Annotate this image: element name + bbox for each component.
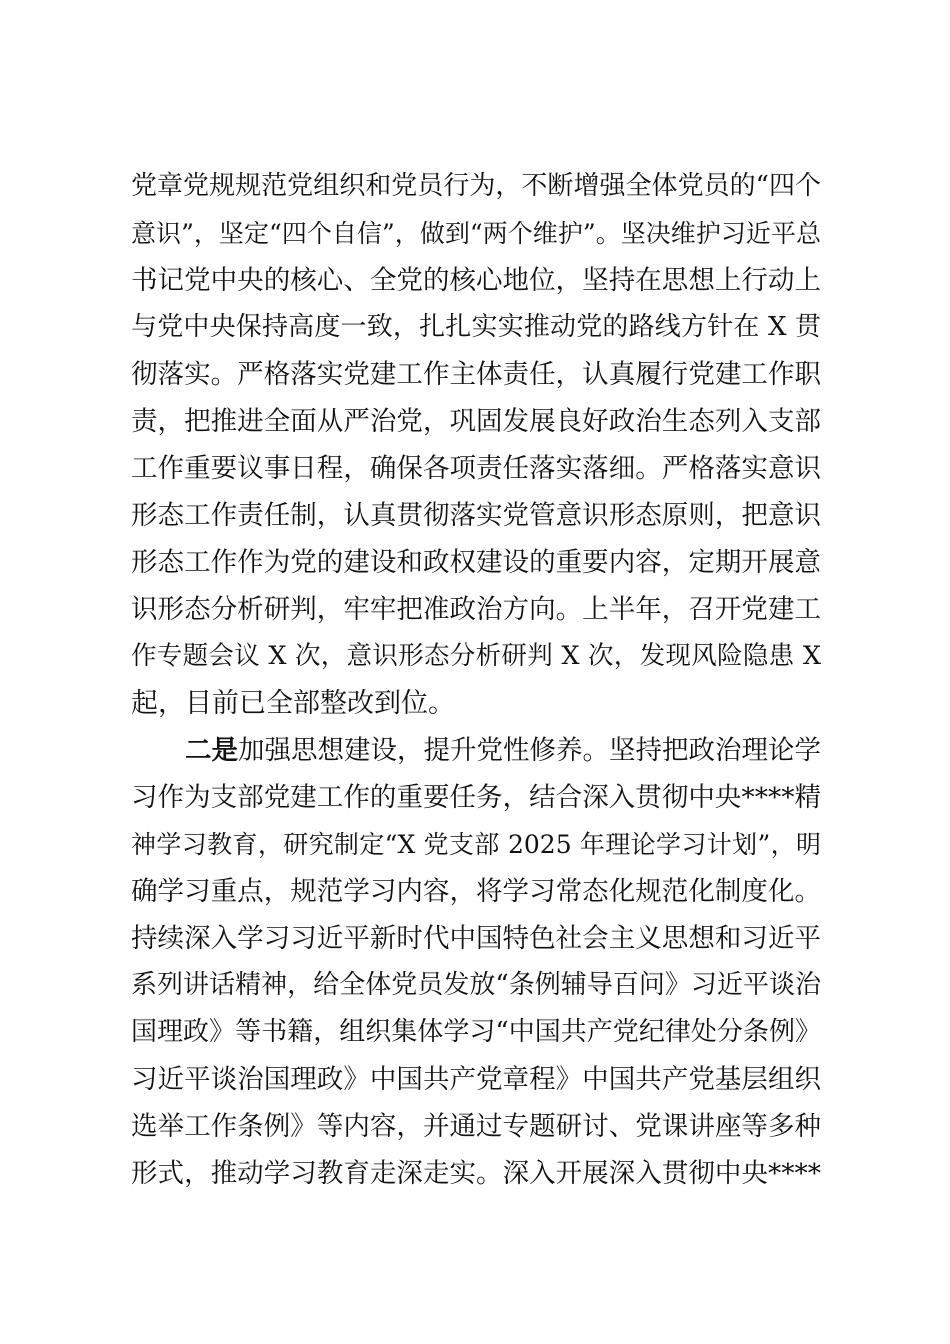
text-line: 工作重要议事日程，确保各项责任落实落细。严格落实意识 [131, 453, 821, 484]
text-line: 作专题会议 X 次，意识形态分析研判 X 次，发现风险隐患 X [131, 641, 821, 671]
text-line: 书记党中央的核心、全党的核心地位，坚持在思想上行动上 [131, 265, 821, 296]
text-line: 选举工作条例》等内容，并通过专题研讨、党课讲座等多种 [131, 1111, 821, 1142]
text-line: 责，把推进全面从严治党，巩固发展良好政治生态列入支部 [131, 406, 821, 437]
text-line: 神学习教育，研究制定“X 党支部 2025 年理论学习计划”，明 [131, 830, 821, 859]
paragraph-1 [131, 163, 821, 727]
text-line: 系列讲话精神，给全体党员发放“条例辅导百问》习近平谈治 [131, 970, 821, 1000]
text-line: 形式，推动学习教育走深走实。深入开展深入贯彻中央**** [131, 1158, 821, 1189]
text-line: 彻落实。严格落实党建工作主体责任，认真履行党建工作职 [131, 359, 821, 390]
text-line: 与党中央保持高度一致，扎扎实实推动党的路线方针在 X 贯 [131, 312, 821, 342]
text-line: 习近平谈治国理政》中国共产党章程》中国共产党基层组织 [131, 1064, 821, 1095]
text-line: 党章党规规范党组织和党员行为，不断增强全体党员的“四个 [131, 171, 821, 201]
paragraph-lead: 二是 [185, 735, 238, 766]
document-body [131, 163, 821, 1197]
text-line: 国理政》等书籍，组织集体学习“中国共产党纪律处分条例》 [131, 1017, 821, 1047]
text-line: 起，目前已全部整改到位。 [131, 688, 455, 719]
first-line-text: 加强思想建设，提升党性修养。坚持把政治理论学 [238, 735, 821, 766]
text-line: 习作为支部党建工作的重要任务，结合深入贯彻中央****精 [131, 782, 821, 813]
text-line: 确学习重点，规范学习内容，将学习常态化规范化制度化。 [131, 876, 821, 907]
paragraph-2 [131, 727, 821, 1197]
text-line: 意识”，坚定“四个自信”，做到“两个维护”。坚决维护习近平总 [131, 219, 821, 248]
text-line: 形态工作作为党的建设和政权建设的重要内容，定期开展意 [131, 547, 821, 578]
text-line: 持续深入学习习近平新时代中国特色社会主义思想和习近平 [131, 923, 821, 954]
text-line: 识形态分析研判，牢牢把准政治方向。上半年，召开党建工 [131, 594, 821, 625]
text-line: 形态工作责任制，认真贯彻落实党管意识形态原则，把意识 [131, 500, 821, 531]
text-line-first [131, 727, 821, 774]
